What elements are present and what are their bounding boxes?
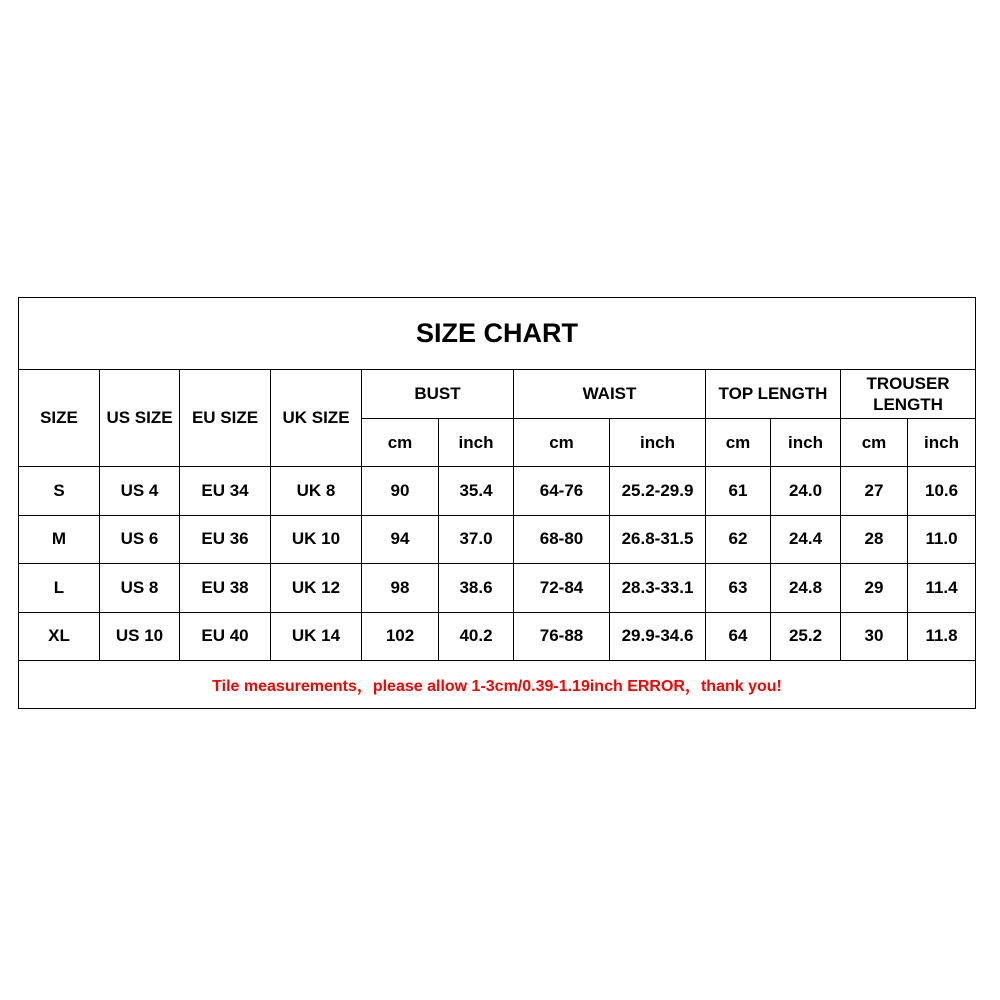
cell-waist-cm: 68-80 [514,515,610,564]
unit-trouser-cm: cm [841,419,908,467]
cell-trouser-inch: 10.6 [908,467,976,516]
header-size: SIZE [19,370,100,467]
cell-eu: EU 36 [180,515,271,564]
cell-top-inch: 24.8 [771,564,841,613]
cell-size: XL [19,612,100,661]
cell-uk: UK 14 [271,612,362,661]
cell-size: M [19,515,100,564]
table-row [19,467,976,516]
unit-top-inch: inch [771,419,841,467]
cell-top-cm: 61 [706,467,771,516]
header-top-length: TOP LENGTH [706,370,841,419]
cell-top-inch: 24.0 [771,467,841,516]
cell-top-inch: 24.4 [771,515,841,564]
cell-uk: UK 12 [271,564,362,613]
cell-top-cm: 64 [706,612,771,661]
unit-trouser-inch: inch [908,419,976,467]
cell-top-cm: 62 [706,515,771,564]
cell-trouser-inch: 11.4 [908,564,976,613]
measurement-note: Tile measurements，please allow 1-3cm/0.39-1.19inch ERROR，thank you! [19,661,976,709]
cell-us: US 10 [100,612,180,661]
cell-us: US 6 [100,515,180,564]
table-row [19,612,976,661]
cell-size: L [19,564,100,613]
cell-trouser-inch: 11.0 [908,515,976,564]
cell-eu: EU 34 [180,467,271,516]
cell-eu: EU 38 [180,564,271,613]
cell-bust-inch: 37.0 [439,515,514,564]
header-trouser-line1: TROUSER [866,374,950,393]
cell-bust-cm: 98 [362,564,439,613]
cell-us: US 4 [100,467,180,516]
cell-bust-cm: 90 [362,467,439,516]
cell-uk: UK 8 [271,467,362,516]
header-trouser-length [841,370,976,419]
cell-us: US 8 [100,564,180,613]
cell-trouser-cm: 28 [841,515,908,564]
cell-uk: UK 10 [271,515,362,564]
cell-trouser-cm: 27 [841,467,908,516]
unit-waist-cm: cm [514,419,610,467]
cell-eu: EU 40 [180,612,271,661]
cell-size: S [19,467,100,516]
header-bust: BUST [362,370,514,419]
cell-bust-inch: 40.2 [439,612,514,661]
cell-waist-cm: 76-88 [514,612,610,661]
table-row [19,515,976,564]
header-eu-size: EU SIZE [180,370,271,467]
cell-top-cm: 63 [706,564,771,613]
cell-waist-cm: 64-76 [514,467,610,516]
header-uk-size: UK SIZE [271,370,362,467]
cell-trouser-cm: 29 [841,564,908,613]
cell-bust-cm: 102 [362,612,439,661]
cell-waist-inch: 29.9-34.6 [610,612,706,661]
size-chart [18,297,975,708]
cell-trouser-cm: 30 [841,612,908,661]
unit-waist-inch: inch [610,419,706,467]
unit-top-cm: cm [706,419,771,467]
unit-bust-inch: inch [439,419,514,467]
cell-top-inch: 25.2 [771,612,841,661]
cell-waist-inch: 26.8-31.5 [610,515,706,564]
cell-waist-inch: 28.3-33.1 [610,564,706,613]
cell-bust-cm: 94 [362,515,439,564]
unit-bust-cm: cm [362,419,439,467]
cell-trouser-inch: 11.8 [908,612,976,661]
header-row [19,370,976,419]
cell-waist-cm: 72-84 [514,564,610,613]
header-trouser-line2: LENGTH [873,395,943,414]
header-us-size: US SIZE [100,370,180,467]
header-waist: WAIST [514,370,706,419]
cell-bust-inch: 35.4 [439,467,514,516]
size-chart-table [18,297,976,709]
table-row [19,564,976,613]
cell-bust-inch: 38.6 [439,564,514,613]
cell-waist-inch: 25.2-29.9 [610,467,706,516]
chart-title: SIZE CHART [19,298,976,370]
